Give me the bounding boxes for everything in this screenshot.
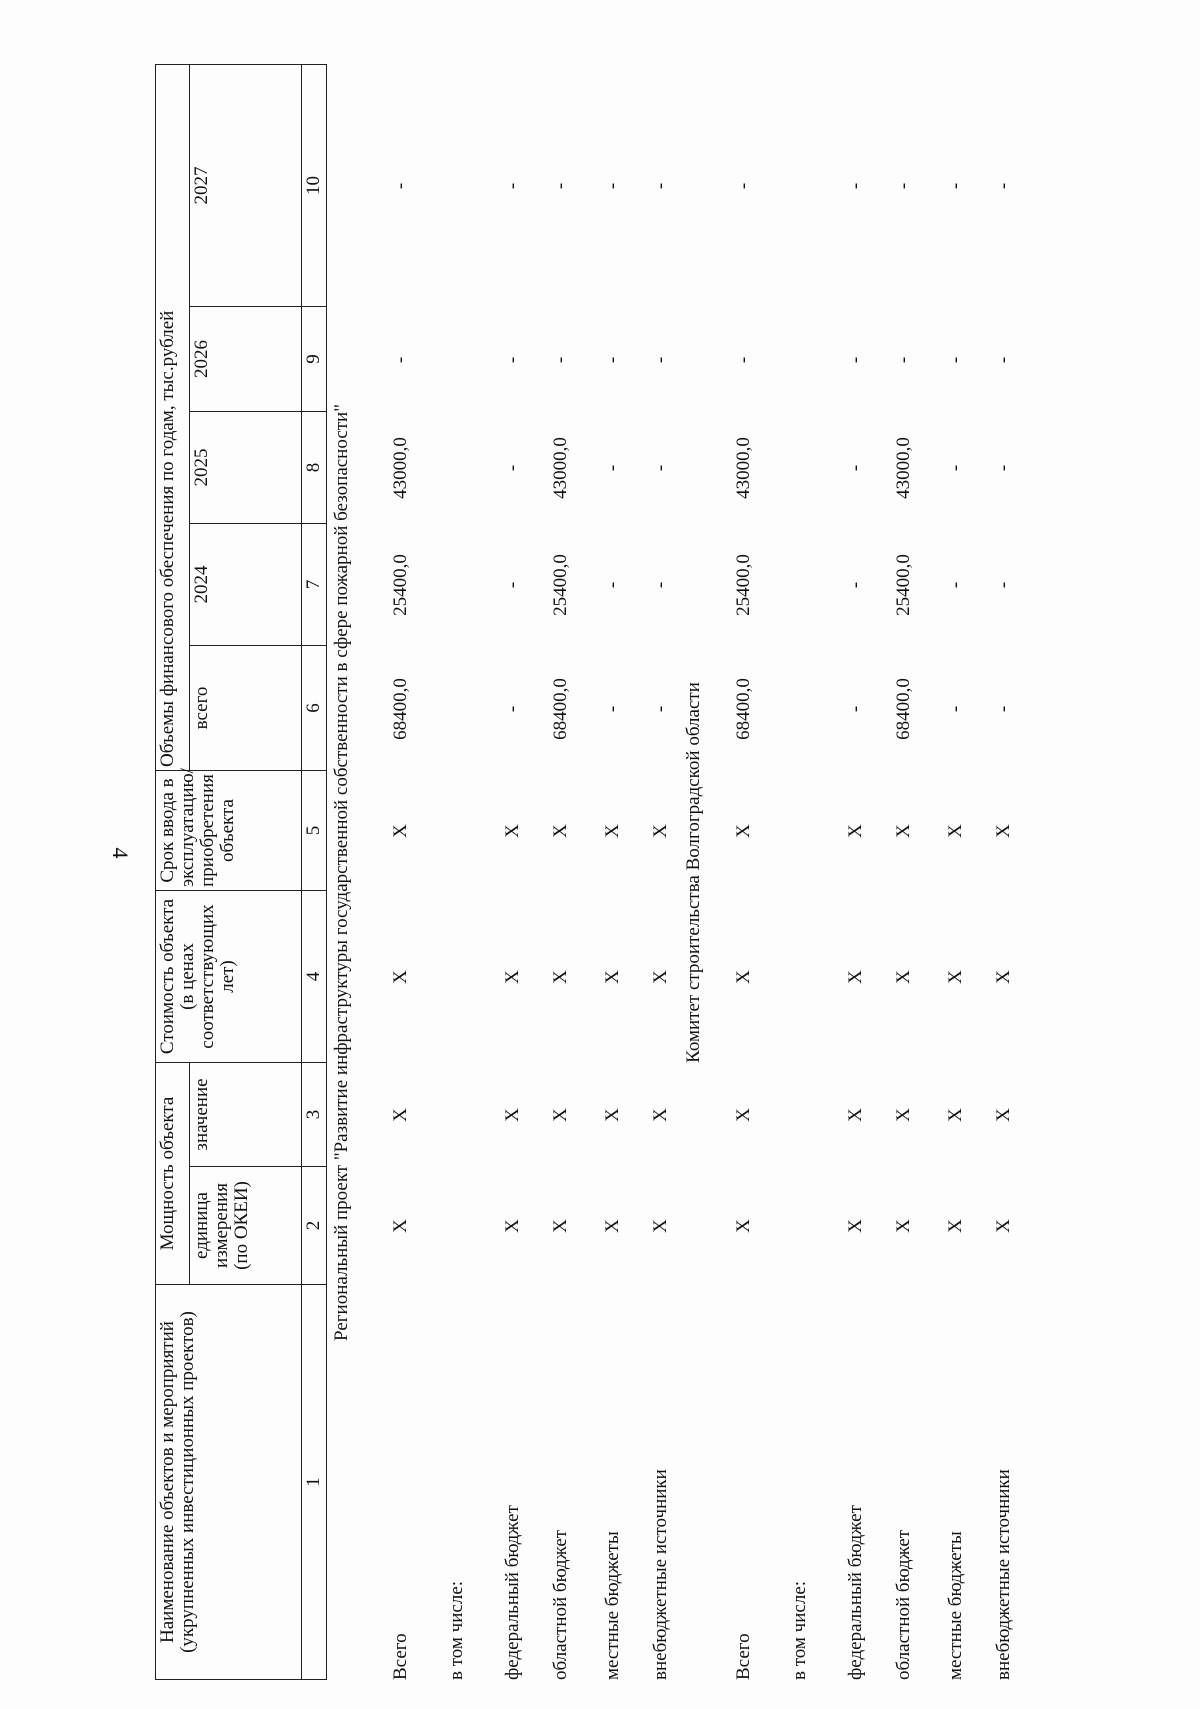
row-label: в том числе:	[446, 1580, 467, 1680]
row-cell-col3: X	[502, 1108, 523, 1122]
col-num-6: 6	[302, 646, 327, 771]
row-label: областной бюджет	[550, 1529, 571, 1680]
row-cell-col8: 43000,0	[550, 437, 571, 499]
row-cell-col6: 68400,0	[550, 678, 571, 740]
col-num-10: 10	[302, 64, 327, 306]
col-num-8: 8	[302, 412, 327, 524]
row-cell-col2: X	[733, 1219, 754, 1233]
row-cell-col5: X	[390, 824, 411, 838]
row-cell-col9: -	[650, 356, 671, 364]
col-num-5: 5	[302, 771, 327, 891]
row-cell-col7: 25400,0	[733, 554, 754, 616]
row-cell-col2: X	[945, 1219, 966, 1233]
header-cost: Стоимость объекта (в ценах соответствующих лет)	[156, 891, 302, 1063]
row-cell-col2: X	[502, 1219, 523, 1233]
row-cell-col6: 68400,0	[893, 678, 914, 740]
row-cell-col8: 43000,0	[733, 437, 754, 499]
header-col1: Наименование объектов и мероприятий (укрупненных инвестиционных проектов)	[156, 1285, 302, 1680]
header-capacity: Мощность объекта	[156, 1063, 190, 1285]
row-cell-col9: -	[845, 356, 866, 364]
header-2025: 2025	[190, 412, 302, 524]
page-number: 4	[108, 847, 133, 859]
row-cell-col7: 25400,0	[390, 554, 411, 616]
row-cell-col3: X	[993, 1108, 1014, 1122]
row-cell-col7: 25400,0	[893, 554, 914, 616]
row-cell-col3: X	[650, 1108, 671, 1122]
row-cell-col6: 68400,0	[390, 678, 411, 740]
col-num-4: 4	[302, 891, 327, 1063]
row-cell-col2: X	[993, 1219, 1014, 1233]
header-value: значение	[190, 1063, 302, 1167]
row-cell-col10: -	[945, 182, 966, 190]
row-label: федеральный бюджет	[845, 1505, 866, 1680]
row-cell-col10: -	[502, 182, 523, 190]
row-label: внебюджетные источники	[993, 1469, 1014, 1680]
row-label: Всего	[390, 1633, 411, 1680]
row-cell-col5: X	[945, 824, 966, 838]
row-cell-col10: -	[845, 182, 866, 190]
row-label: федеральный бюджет	[502, 1505, 523, 1680]
row-cell-col4: X	[945, 970, 966, 984]
row-cell-col4: X	[650, 970, 671, 984]
row-cell-col8: -	[502, 464, 523, 472]
row-cell-col8: 43000,0	[390, 437, 411, 499]
row-cell-col2: X	[602, 1219, 623, 1233]
row-cell-col4: X	[602, 970, 623, 984]
row-cell-col10: -	[650, 182, 671, 190]
section-title-committee: Комитет строительства Волгоградской области	[683, 682, 704, 1063]
landscape-table-area	[155, 65, 1035, 1680]
header-finance: Объемы финансового обеспечения по годам, тыс.рублей	[156, 64, 190, 770]
header-unit: единица измерения (по ОКЕИ)	[190, 1167, 302, 1285]
row-cell-col10: -	[733, 182, 754, 190]
row-cell-col3: X	[733, 1108, 754, 1122]
row-cell-col8: -	[945, 464, 966, 472]
row-cell-col6: -	[845, 705, 866, 713]
row-label: Всего	[733, 1633, 754, 1680]
row-cell-col7: -	[945, 581, 966, 589]
header-2027: 2027	[190, 64, 302, 306]
row-cell-col8: 43000,0	[893, 437, 914, 499]
row-cell-col10: -	[893, 182, 914, 190]
row-cell-col7: -	[845, 581, 866, 589]
row-cell-col9: -	[893, 356, 914, 364]
row-cell-col10: -	[390, 182, 411, 190]
row-cell-col3: X	[845, 1108, 866, 1122]
row-cell-col4: X	[893, 970, 914, 984]
row-cell-col8: -	[993, 464, 1014, 472]
row-label: областной бюджет	[893, 1529, 914, 1680]
row-cell-col7: -	[502, 581, 523, 589]
row-cell-col5: X	[993, 824, 1014, 838]
row-label: в том числе:	[789, 1580, 810, 1680]
col-num-2: 2	[302, 1167, 327, 1285]
row-label: местные бюджеты	[602, 1531, 623, 1680]
row-cell-col7: -	[602, 581, 623, 589]
row-cell-col4: X	[993, 970, 1014, 984]
row-cell-col6: -	[993, 705, 1014, 713]
row-cell-col2: X	[550, 1219, 571, 1233]
col-num-3: 3	[302, 1063, 327, 1167]
header-table	[155, 64, 327, 1680]
row-cell-col8: -	[650, 464, 671, 472]
header-total: всего	[190, 646, 302, 771]
row-cell-col3: X	[550, 1108, 571, 1122]
col-num-9: 9	[302, 307, 327, 412]
row-cell-col10: -	[602, 182, 623, 190]
header-2026: 2026	[190, 307, 302, 412]
row-cell-col2: X	[893, 1219, 914, 1233]
row-cell-col3: X	[945, 1108, 966, 1122]
row-cell-col9: -	[602, 356, 623, 364]
row-cell-col5: X	[550, 824, 571, 838]
row-cell-col10: -	[993, 182, 1014, 190]
row-cell-col9: -	[993, 356, 1014, 364]
section-title-regional-project: Региональный проект "Развитие инфраструктуры государственной собственности в сфере пожарной безопасности"	[331, 404, 352, 1341]
row-cell-col9: -	[390, 356, 411, 364]
row-label: местные бюджеты	[945, 1531, 966, 1680]
row-cell-col6: -	[502, 705, 523, 713]
row-cell-col9: -	[945, 356, 966, 364]
row-cell-col5: X	[502, 824, 523, 838]
row-cell-col2: X	[390, 1219, 411, 1233]
row-cell-col3: X	[602, 1108, 623, 1122]
col-num-7: 7	[302, 524, 327, 646]
row-cell-col8: -	[845, 464, 866, 472]
row-cell-col10: -	[550, 182, 571, 190]
row-cell-col9: -	[733, 356, 754, 364]
row-cell-col6: -	[945, 705, 966, 713]
row-label: внебюджетные источники	[650, 1469, 671, 1680]
header-commission: Срок ввода в эксплуатацию/ приобретения объекта	[156, 771, 302, 891]
row-cell-col5: X	[845, 824, 866, 838]
row-cell-col4: X	[502, 970, 523, 984]
row-cell-col9: -	[502, 356, 523, 364]
row-cell-col6: 68400,0	[733, 678, 754, 740]
row-cell-col9: -	[550, 356, 571, 364]
row-cell-col2: X	[845, 1219, 866, 1233]
row-cell-col5: X	[893, 824, 914, 838]
row-cell-col4: X	[550, 970, 571, 984]
row-cell-col5: X	[733, 824, 754, 838]
row-cell-col7: -	[650, 581, 671, 589]
row-cell-col4: X	[733, 970, 754, 984]
row-cell-col4: X	[845, 970, 866, 984]
row-cell-col7: -	[993, 581, 1014, 589]
row-cell-col5: X	[650, 824, 671, 838]
row-cell-col6: -	[602, 705, 623, 713]
row-cell-col5: X	[602, 824, 623, 838]
row-cell-col7: 25400,0	[550, 554, 571, 616]
row-cell-col2: X	[650, 1219, 671, 1233]
row-cell-col3: X	[390, 1108, 411, 1122]
col-num-1: 1	[302, 1285, 327, 1680]
row-cell-col6: -	[650, 705, 671, 713]
row-cell-col8: -	[602, 464, 623, 472]
row-cell-col3: X	[893, 1108, 914, 1122]
row-cell-col4: X	[390, 970, 411, 984]
header-2024: 2024	[190, 524, 302, 646]
